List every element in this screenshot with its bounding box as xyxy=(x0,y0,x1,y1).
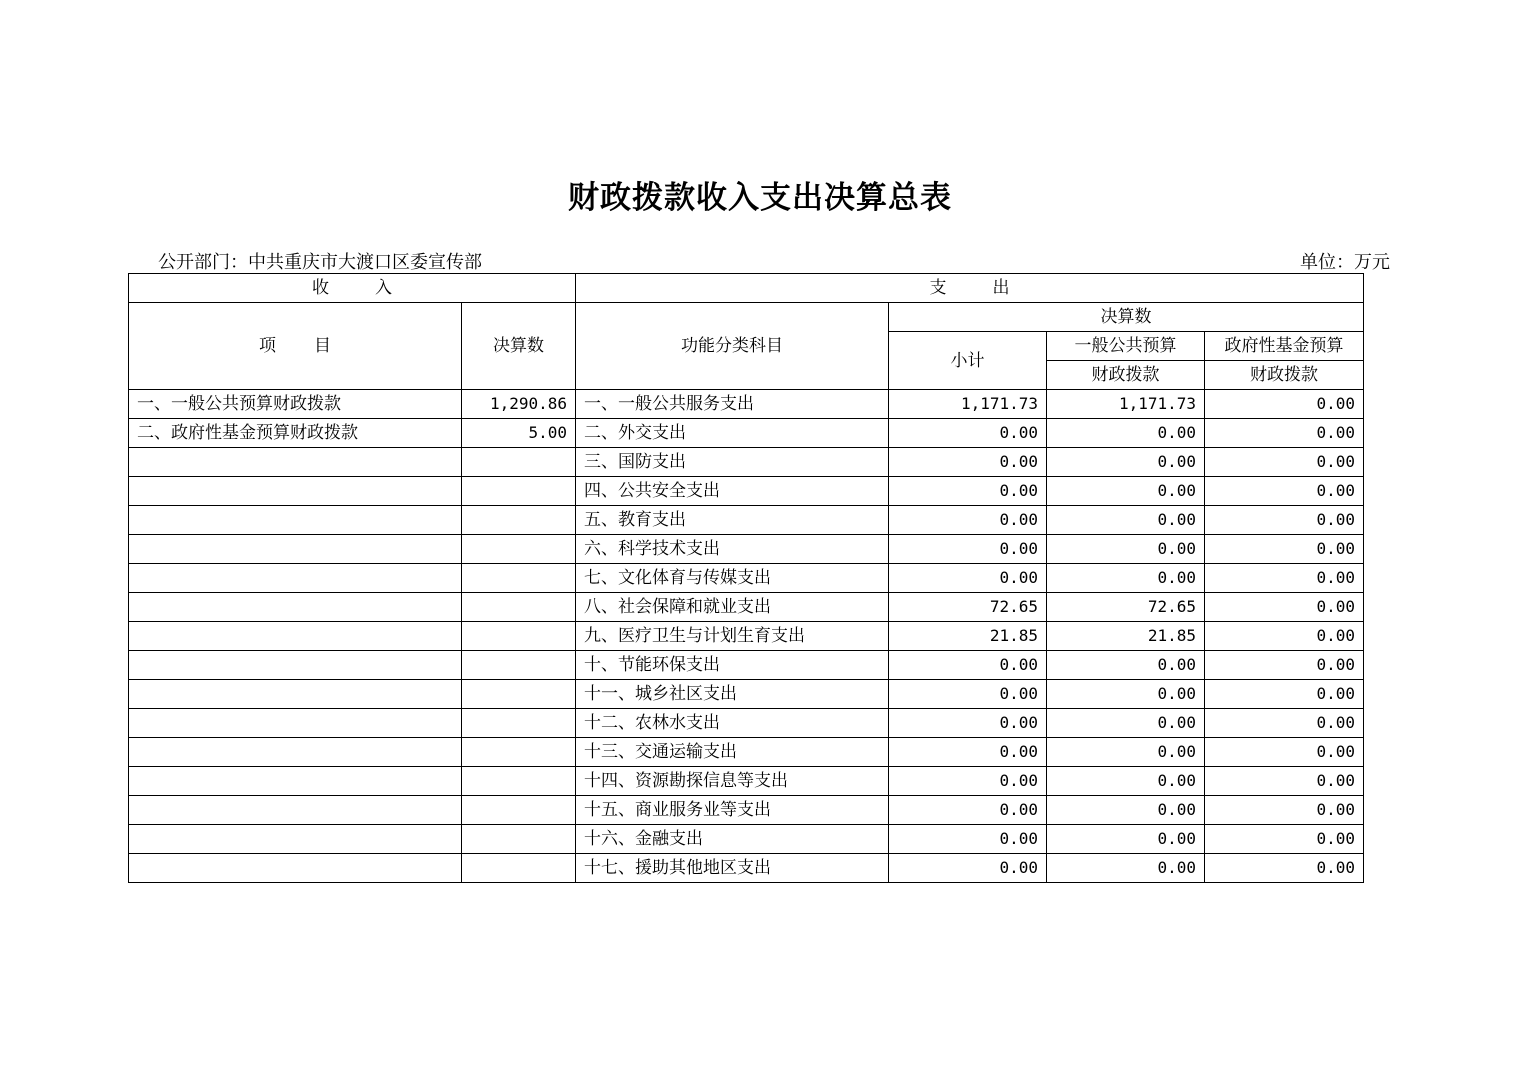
subtotal-cell: 72.65 xyxy=(889,593,1047,622)
income-item-cell xyxy=(129,796,462,825)
function-header: 功能分类科目 xyxy=(576,303,889,390)
table-row xyxy=(129,767,1364,796)
income-amount-cell xyxy=(462,854,576,883)
income-amount-cell xyxy=(462,709,576,738)
fund-budget-cell: 0.00 xyxy=(1205,622,1364,651)
subtotal-cell: 0.00 xyxy=(889,535,1047,564)
general-budget-cell: 0.00 xyxy=(1047,709,1205,738)
fund-budget-cell: 0.00 xyxy=(1205,825,1364,854)
table-row xyxy=(129,593,1364,622)
amount-header: 决算数 xyxy=(462,303,576,390)
expense-item-cell: 八、社会保障和就业支出 xyxy=(576,593,889,622)
expense-item-cell: 十一、城乡社区支出 xyxy=(576,680,889,709)
income-item-cell xyxy=(129,622,462,651)
subtotal-cell: 0.00 xyxy=(889,738,1047,767)
income-amount-cell xyxy=(462,593,576,622)
general-budget-header-line2: 财政拨款 xyxy=(1047,361,1205,390)
expense-item-cell: 七、文化体育与传媒支出 xyxy=(576,564,889,593)
general-budget-cell: 0.00 xyxy=(1047,796,1205,825)
fund-budget-cell: 0.00 xyxy=(1205,767,1364,796)
general-budget-cell: 1,171.73 xyxy=(1047,390,1205,419)
general-budget-cell: 0.00 xyxy=(1047,448,1205,477)
subtotal-cell: 21.85 xyxy=(889,622,1047,651)
table-row xyxy=(129,564,1364,593)
income-amount-cell xyxy=(462,622,576,651)
income-amount-cell xyxy=(462,680,576,709)
income-amount-cell xyxy=(462,825,576,854)
income-amount-cell xyxy=(462,767,576,796)
income-item-cell xyxy=(129,738,462,767)
final-amount-header: 决算数 xyxy=(889,303,1364,332)
general-budget-cell: 0.00 xyxy=(1047,506,1205,535)
income-item-cell xyxy=(129,767,462,796)
income-amount-cell xyxy=(462,506,576,535)
general-budget-cell: 0.00 xyxy=(1047,535,1205,564)
income-item-cell xyxy=(129,854,462,883)
subtotal-cell: 0.00 xyxy=(889,448,1047,477)
subtotal-cell: 0.00 xyxy=(889,419,1047,448)
fund-budget-cell: 0.00 xyxy=(1205,564,1364,593)
subtotal-cell: 0.00 xyxy=(889,477,1047,506)
fund-budget-cell: 0.00 xyxy=(1205,593,1364,622)
table-row xyxy=(129,825,1364,854)
table-body xyxy=(129,274,1364,883)
income-header-char-1: 收 xyxy=(312,278,329,298)
income-item-cell xyxy=(129,651,462,680)
general-budget-cell: 21.85 xyxy=(1047,622,1205,651)
expense-header xyxy=(576,274,1364,303)
income-amount-cell xyxy=(462,796,576,825)
general-budget-cell: 0.00 xyxy=(1047,767,1205,796)
general-budget-cell: 0.00 xyxy=(1047,854,1205,883)
expense-item-cell: 三、国防支出 xyxy=(576,448,889,477)
expense-item-cell: 五、教育支出 xyxy=(576,506,889,535)
expense-header-char-1: 支 xyxy=(929,278,947,298)
income-item-cell xyxy=(129,477,462,506)
subtotal-cell: 0.00 xyxy=(889,854,1047,883)
subtotal-cell: 0.00 xyxy=(889,709,1047,738)
income-item-cell xyxy=(129,825,462,854)
table-row xyxy=(129,390,1364,419)
budget-table xyxy=(128,273,1364,883)
expense-item-cell: 九、医疗卫生与计划生育支出 xyxy=(576,622,889,651)
income-header-char-2: 入 xyxy=(375,278,392,298)
department-label: 公开部门：中共重庆市大渡口区委宣传部 xyxy=(158,252,482,273)
fund-budget-cell: 0.00 xyxy=(1205,709,1364,738)
table-row xyxy=(129,506,1364,535)
subtotal-cell: 0.00 xyxy=(889,651,1047,680)
table-row xyxy=(129,796,1364,825)
expense-item-cell: 十五、商业服务业等支出 xyxy=(576,796,889,825)
general-budget-cell: 0.00 xyxy=(1047,419,1205,448)
fund-budget-cell: 0.00 xyxy=(1205,796,1364,825)
fund-budget-cell: 0.00 xyxy=(1205,651,1364,680)
subtotal-cell: 0.00 xyxy=(889,825,1047,854)
table-row xyxy=(129,709,1364,738)
expense-item-cell: 二、外交支出 xyxy=(576,419,889,448)
income-amount-cell xyxy=(462,564,576,593)
fund-budget-cell: 0.00 xyxy=(1205,448,1364,477)
expense-item-cell: 十二、农林水支出 xyxy=(576,709,889,738)
fund-budget-cell: 0.00 xyxy=(1205,506,1364,535)
expense-item-cell: 十、节能环保支出 xyxy=(576,651,889,680)
table-row xyxy=(129,419,1364,448)
item-header xyxy=(129,303,462,390)
income-amount-cell: 5.00 xyxy=(462,419,576,448)
income-item-cell xyxy=(129,448,462,477)
general-budget-cell: 0.00 xyxy=(1047,564,1205,593)
subtotal-cell: 1,171.73 xyxy=(889,390,1047,419)
fund-budget-header-line1: 政府性基金预算 xyxy=(1205,332,1364,361)
fund-budget-cell: 0.00 xyxy=(1205,738,1364,767)
table-row xyxy=(129,680,1364,709)
subtotal-cell: 0.00 xyxy=(889,564,1047,593)
income-item-cell xyxy=(129,506,462,535)
general-budget-header-line1: 一般公共预算 xyxy=(1047,332,1205,361)
header-row-top xyxy=(129,274,1364,303)
table-row xyxy=(129,854,1364,883)
item-header-char-1: 项 xyxy=(259,336,276,356)
subtotal-cell: 0.00 xyxy=(889,767,1047,796)
income-item-cell: 二、政府性基金预算财政拨款 xyxy=(129,419,462,448)
header-row-mid xyxy=(129,303,1364,332)
subtotal-header: 小计 xyxy=(889,332,1047,390)
income-item-cell xyxy=(129,709,462,738)
expense-item-cell: 十四、资源勘探信息等支出 xyxy=(576,767,889,796)
income-item-cell: 一、一般公共预算财政拨款 xyxy=(129,390,462,419)
fund-budget-cell: 0.00 xyxy=(1205,680,1364,709)
general-budget-cell: 0.00 xyxy=(1047,738,1205,767)
fund-budget-cell: 0.00 xyxy=(1205,477,1364,506)
income-amount-cell xyxy=(462,535,576,564)
fund-budget-header-line2: 财政拨款 xyxy=(1205,361,1364,390)
income-amount-cell: 1,290.86 xyxy=(462,390,576,419)
table-row xyxy=(129,535,1364,564)
general-budget-cell: 0.00 xyxy=(1047,651,1205,680)
subtotal-cell: 0.00 xyxy=(889,680,1047,709)
expense-item-cell: 十六、金融支出 xyxy=(576,825,889,854)
general-budget-cell: 0.00 xyxy=(1047,825,1205,854)
income-item-cell xyxy=(129,593,462,622)
income-item-cell xyxy=(129,535,462,564)
expense-item-cell: 十三、交通运输支出 xyxy=(576,738,889,767)
income-amount-cell xyxy=(462,738,576,767)
table-row xyxy=(129,477,1364,506)
expense-item-cell: 四、公共安全支出 xyxy=(576,477,889,506)
item-header-char-2: 目 xyxy=(314,336,331,356)
general-budget-cell: 0.00 xyxy=(1047,477,1205,506)
page-title: 财政拨款收入支出决算总表 xyxy=(568,180,952,216)
income-amount-cell xyxy=(462,477,576,506)
income-header xyxy=(129,274,576,303)
income-item-cell xyxy=(129,564,462,593)
table-row xyxy=(129,448,1364,477)
expense-header-char-2: 出 xyxy=(992,278,1010,298)
income-amount-cell xyxy=(462,651,576,680)
fund-budget-cell: 0.00 xyxy=(1205,535,1364,564)
income-amount-cell xyxy=(462,448,576,477)
unit-label: 单位：万元 xyxy=(1300,252,1390,273)
fund-budget-cell: 0.00 xyxy=(1205,419,1364,448)
expense-item-cell: 十七、援助其他地区支出 xyxy=(576,854,889,883)
table-row xyxy=(129,738,1364,767)
fund-budget-cell: 0.00 xyxy=(1205,390,1364,419)
table-row xyxy=(129,651,1364,680)
income-item-cell xyxy=(129,680,462,709)
fund-budget-cell: 0.00 xyxy=(1205,854,1364,883)
expense-item-cell: 六、科学技术支出 xyxy=(576,535,889,564)
subtotal-cell: 0.00 xyxy=(889,506,1047,535)
table-row xyxy=(129,622,1364,651)
general-budget-cell: 0.00 xyxy=(1047,680,1205,709)
subtotal-cell: 0.00 xyxy=(889,796,1047,825)
general-budget-cell: 72.65 xyxy=(1047,593,1205,622)
expense-item-cell: 一、一般公共服务支出 xyxy=(576,390,889,419)
